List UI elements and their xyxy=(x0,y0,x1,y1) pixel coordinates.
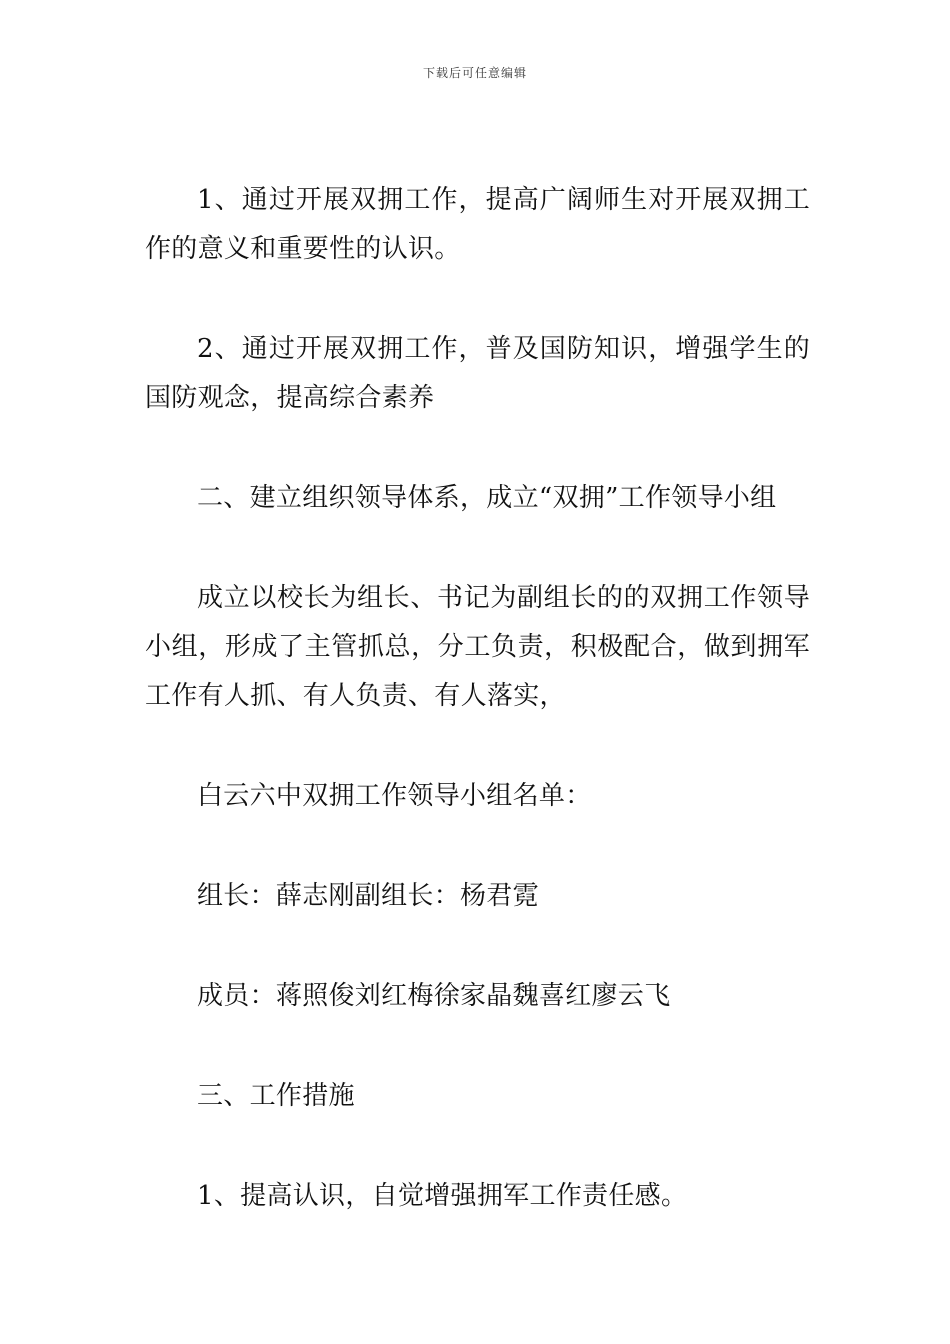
paragraph-members: 成员：蒋照俊刘红梅徐家晶魏喜红廖云飞 xyxy=(197,981,671,1011)
document-body xyxy=(145,176,810,1272)
paragraph-list-title: 白云六中双拥工作领导小组名单： xyxy=(197,781,592,811)
section-heading-3: 三、工作措施 xyxy=(197,1081,355,1111)
paragraph-goal-2: 2、通过开展双拥工作，普及国防知识，增强学生的国防观念，提高综合素养 xyxy=(145,334,810,413)
page-header: 下载后可任意编辑 xyxy=(422,66,527,80)
paragraph-goal-1: 1、通过开展双拥工作，提高广阔师生对开展双拥工作的意义和重要性的认识。 xyxy=(145,185,810,264)
section-heading-2: 二、建立组织领导体系，成立“双拥”工作领导小组 xyxy=(197,483,777,513)
paragraph-measure-1: 1、提高认识，自觉增强拥军工作责任感。 xyxy=(197,1181,688,1211)
paragraph-leaders: 组长：薛志刚副组长：杨君霓 xyxy=(197,881,539,911)
paragraph-leadership-group: 成立以校长为组长、书记为副组长的的双拥工作领导小组，形成了主管抓总，分工负责，积极配合，做到拥军工作有人抓、有人负责、有人落实， xyxy=(145,583,810,711)
